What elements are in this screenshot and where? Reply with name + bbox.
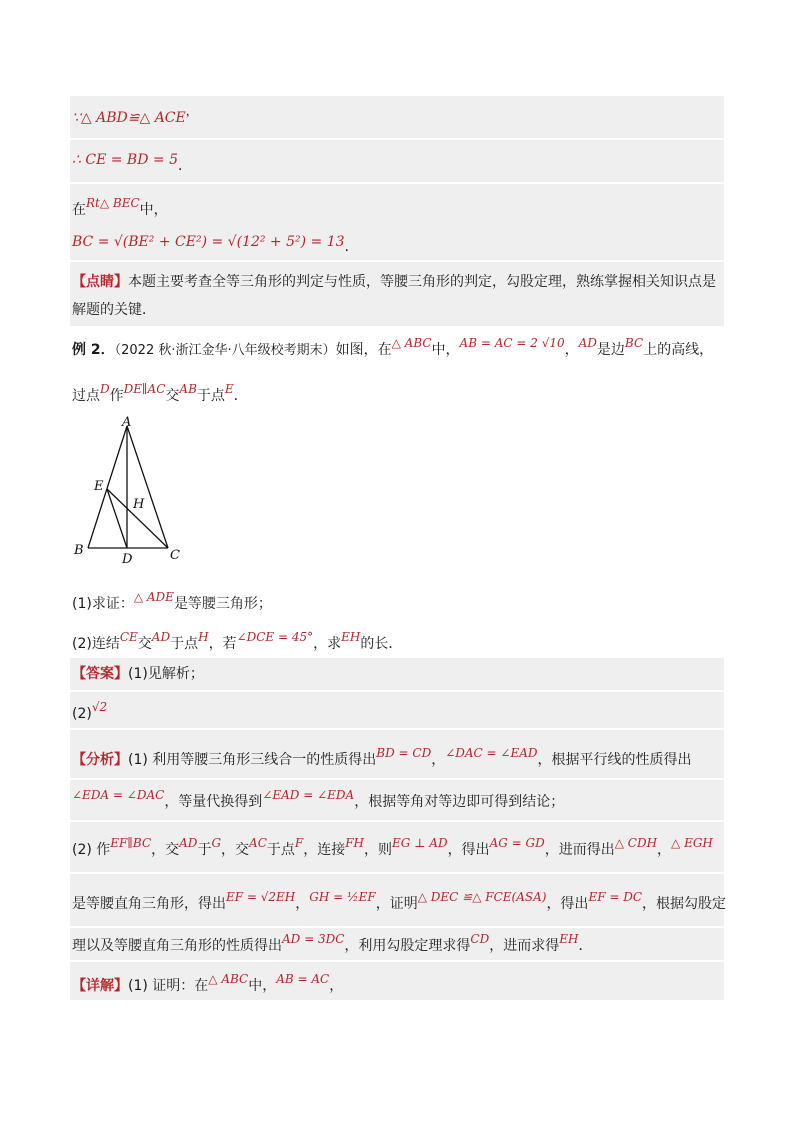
comment-text-1: 本题主要考查全等三角形的判定与性质，等腰三角形的判定，勾股定理，熟练掌握相关知识点是 (128, 274, 716, 290)
text: ， (431, 752, 446, 768)
text: ， (295, 896, 310, 912)
text: (2)连结 (72, 636, 120, 652)
text: 中， (139, 202, 168, 218)
comment-tag: 【点睛】 (72, 274, 128, 290)
math: ∠EDA = ∠DAC (72, 788, 165, 802)
answer-line-2 (70, 692, 724, 728)
label-h: H (133, 497, 145, 512)
math: BC (624, 336, 644, 350)
text: 是等腰三角形； (173, 596, 272, 612)
punct: . (344, 239, 349, 255)
text: 如图，在 (335, 342, 392, 358)
analysis-line-2 (70, 780, 724, 820)
math: △ ABC (391, 336, 432, 350)
solution-line-4 (70, 228, 724, 260)
math: F (294, 836, 304, 850)
analysis-line-1 (70, 730, 724, 778)
analysis-line-3 (70, 822, 724, 872)
text: ． (233, 388, 248, 404)
label-e: E (94, 479, 104, 494)
text: ， (657, 842, 672, 858)
text: ，连接 (303, 842, 346, 858)
analysis-tag: 【分析】 (72, 752, 128, 768)
math: CE (119, 630, 138, 644)
text: ，若 (208, 636, 237, 652)
math: AD (578, 336, 597, 350)
text: ，根据等角对等边即可得到结论； (354, 794, 565, 810)
text: ，进而得出 (544, 842, 615, 858)
math: EH (559, 932, 579, 946)
text: ，求 (313, 636, 342, 652)
label-b: B (74, 543, 84, 558)
triangle-figure (70, 414, 200, 574)
solution-line-3 (70, 184, 724, 228)
example-source: （2022 秋·浙江金华·八年级校考期末） (114, 343, 336, 358)
text: (1) 证明：在 (128, 978, 209, 994)
text: ， (329, 978, 344, 994)
analysis-line-4 (70, 874, 727, 926)
answer-part-1: (1)见解析； (128, 666, 204, 682)
math: EF = DC (588, 890, 643, 904)
math: ∠EAD = ∠EDA (262, 788, 355, 802)
math: △ DEC ≌△ FCE(ASA) (417, 890, 547, 904)
math: AB = AC = 2 √10 (459, 336, 565, 350)
math: AB = AC (276, 972, 330, 986)
answer-line-1 (70, 658, 724, 690)
punct: ， (185, 104, 198, 118)
text: ，则 (364, 842, 393, 858)
text: (2) (72, 706, 92, 722)
text: ，交 (151, 842, 180, 858)
answer-value: √2 (91, 700, 108, 714)
text: 的长． (360, 636, 403, 652)
math: △ ABC (208, 972, 249, 986)
text: 上的高线， (643, 342, 714, 358)
math: G (211, 836, 222, 850)
label-d: D (122, 552, 133, 567)
math-bc-pythag: BC = √(BE² + CE²) = √(12² + 5²) = 13 (72, 234, 345, 250)
text: (1) 利用等腰三角形三线合一的性质得出 (128, 752, 377, 768)
text: ，交 (221, 842, 250, 858)
math: FH (345, 836, 365, 850)
text: 过点 (72, 388, 100, 404)
label-a: A (122, 415, 132, 430)
math: △ EGH (671, 836, 713, 850)
solution-line-1 (70, 96, 724, 138)
math: △ ADE (133, 590, 174, 604)
text: ，等量代换得到 (164, 794, 263, 810)
math: DE∥AC (123, 382, 166, 396)
text: ，证明 (375, 896, 418, 912)
math: EH (341, 630, 361, 644)
comment-block (70, 262, 724, 326)
text: 是边 (596, 342, 625, 358)
punct: . (177, 158, 183, 174)
detail-line-1 (70, 962, 724, 1000)
math: BD = CD (376, 746, 432, 760)
text: 于点 (266, 842, 295, 858)
math: AD (151, 630, 171, 644)
math: ∠DCE = 45° (236, 630, 314, 644)
math: AD = 3DC (282, 932, 345, 946)
text: 交 (165, 388, 180, 404)
text: ，利用勾股定理求得 (344, 938, 471, 954)
math: AG = GD (489, 836, 545, 850)
text: 于点 (196, 388, 225, 404)
math: GH = ½EF (309, 890, 376, 904)
text: (2) 作 (72, 842, 111, 858)
example-line-2 (70, 382, 724, 410)
comment-text-2: 解题的关键． (72, 302, 156, 318)
text: 中， (431, 342, 460, 358)
text: 于 (197, 842, 212, 858)
text: ，得出 (447, 842, 490, 858)
math: ∠DAC = ∠EAD (445, 746, 538, 760)
example-label: 例 2． (72, 342, 115, 358)
math: EF∥BC (110, 836, 152, 850)
text: ，根据平行线的性质得出 (537, 752, 692, 768)
detail-tag: 【详解】 (72, 978, 128, 994)
text: ，根据勾股定 (642, 896, 727, 912)
math: △ CDH (614, 836, 658, 850)
question-2 (70, 630, 724, 658)
solution-line-2 (70, 140, 724, 182)
text: (1)求证： (72, 596, 134, 612)
text: 交 (137, 636, 152, 652)
math: E (224, 382, 234, 396)
math-rt-bec: Rt△ BEC (86, 196, 140, 210)
text: 于点 (170, 636, 199, 652)
text: 作 (109, 388, 124, 404)
example-line-1 (70, 336, 724, 364)
analysis-line-5 (70, 928, 724, 960)
math: AC (249, 836, 267, 850)
text: 是等腰直角三角形，得出 (72, 896, 226, 912)
text: ． (578, 938, 593, 954)
text: ，得出 (546, 896, 589, 912)
math: EG ⊥ AD (392, 836, 448, 850)
math: EF = √2EH (226, 890, 296, 904)
math: AB (179, 382, 197, 396)
text: ， (564, 342, 579, 358)
question-1 (70, 590, 724, 618)
text: 中， (248, 978, 277, 994)
text: 在 (72, 202, 86, 218)
math: AD (179, 836, 198, 850)
text: 理以及等腰直角三角形的性质得出 (72, 938, 282, 954)
math: H (198, 630, 209, 644)
math: CD (470, 932, 490, 946)
math-congruence: ∵△ ABD≌△ ACE (72, 110, 186, 126)
text: ，进而求得 (489, 938, 560, 954)
answer-tag: 【答案】 (72, 666, 128, 682)
math-ce-bd: ∴ CE = BD = 5 (72, 152, 178, 168)
math: D (100, 382, 110, 396)
label-c: C (170, 548, 180, 563)
segment-ac (127, 426, 168, 548)
